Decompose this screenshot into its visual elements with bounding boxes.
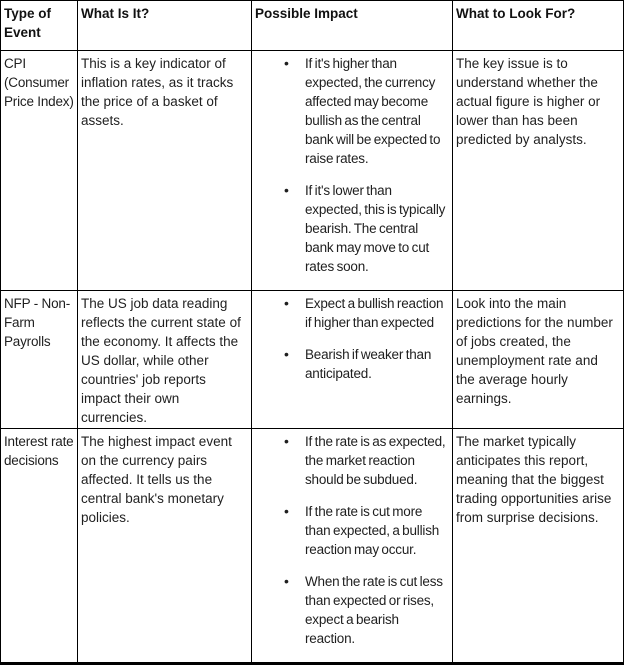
- impact-bullet: • Expect a bullish reaction if higher than expected: [305, 294, 447, 332]
- cell-event-name: CPI (Consumer Price Index): [1, 51, 78, 291]
- impact-bullet: • When the rate is cut less than expected or rises, expect a bearish reaction.: [305, 572, 447, 648]
- table-header-row: [1, 1, 624, 51]
- impact-bullet: • If the rate is as expected, the market reaction should be subdued.: [305, 432, 447, 489]
- cell-event-name: Interest rate decisions: [1, 429, 78, 664]
- impact-bullet: • If it's lower than expected, this is typically bearish. The central bank may move to cut rates soon.: [305, 181, 447, 276]
- cell-possible-impact: [252, 51, 453, 291]
- header-possible-impact: Possible Impact: [252, 1, 453, 51]
- header-what-to-look-for: What to Look For?: [453, 1, 624, 51]
- cell-what-is-it: This is a key indicator of inflation rates, as it tracks the price of a basket of assets.: [78, 51, 252, 291]
- impact-bullet: • If the rate is cut more than expected, a bullish reaction may occur.: [305, 502, 447, 559]
- cell-what-is-it: The highest impact event on the currency pairs affected. It tells us the central bank's monetary policies.: [78, 429, 252, 664]
- cell-what-to-look-for: The market typically anticipates this report, meaning that the biggest trading opportunities arise from surprise decisions.: [453, 429, 624, 664]
- cell-event-name: NFP - Non-Farm Payrolls: [1, 291, 78, 429]
- header-what-is-it: What Is It?: [78, 1, 252, 51]
- table-row-interest-rate: [1, 429, 624, 664]
- impact-bullet-list: [255, 294, 449, 383]
- header-type-of-event: Type of Event: [1, 1, 78, 51]
- cell-what-to-look-for: The key issue is to understand whether the actual figure is higher or lower than has been predicted by analysts.: [453, 51, 624, 291]
- impact-bullet: • Bearish if weaker than anticipated.: [305, 345, 447, 383]
- cell-what-to-look-for: Look into the main predictions for the number of jobs created, the unemployment rate and the average hourly earnings.: [453, 291, 624, 429]
- table-row-cpi: [1, 51, 624, 291]
- impact-bullet-list: [255, 432, 449, 648]
- cell-what-is-it: The US job data reading reflects the current state of the economy. It affects the US dollar, while other countries' job reports impact their own currencies.: [78, 291, 252, 429]
- table-row-nfp: [1, 291, 624, 429]
- impact-bullet: • If it's higher than expected, the currency affected may become bullish as the central bank will be expected to raise rates.: [305, 54, 447, 168]
- impact-bullet-list: [255, 54, 449, 276]
- cell-possible-impact: [252, 429, 453, 664]
- cell-possible-impact: [252, 291, 453, 429]
